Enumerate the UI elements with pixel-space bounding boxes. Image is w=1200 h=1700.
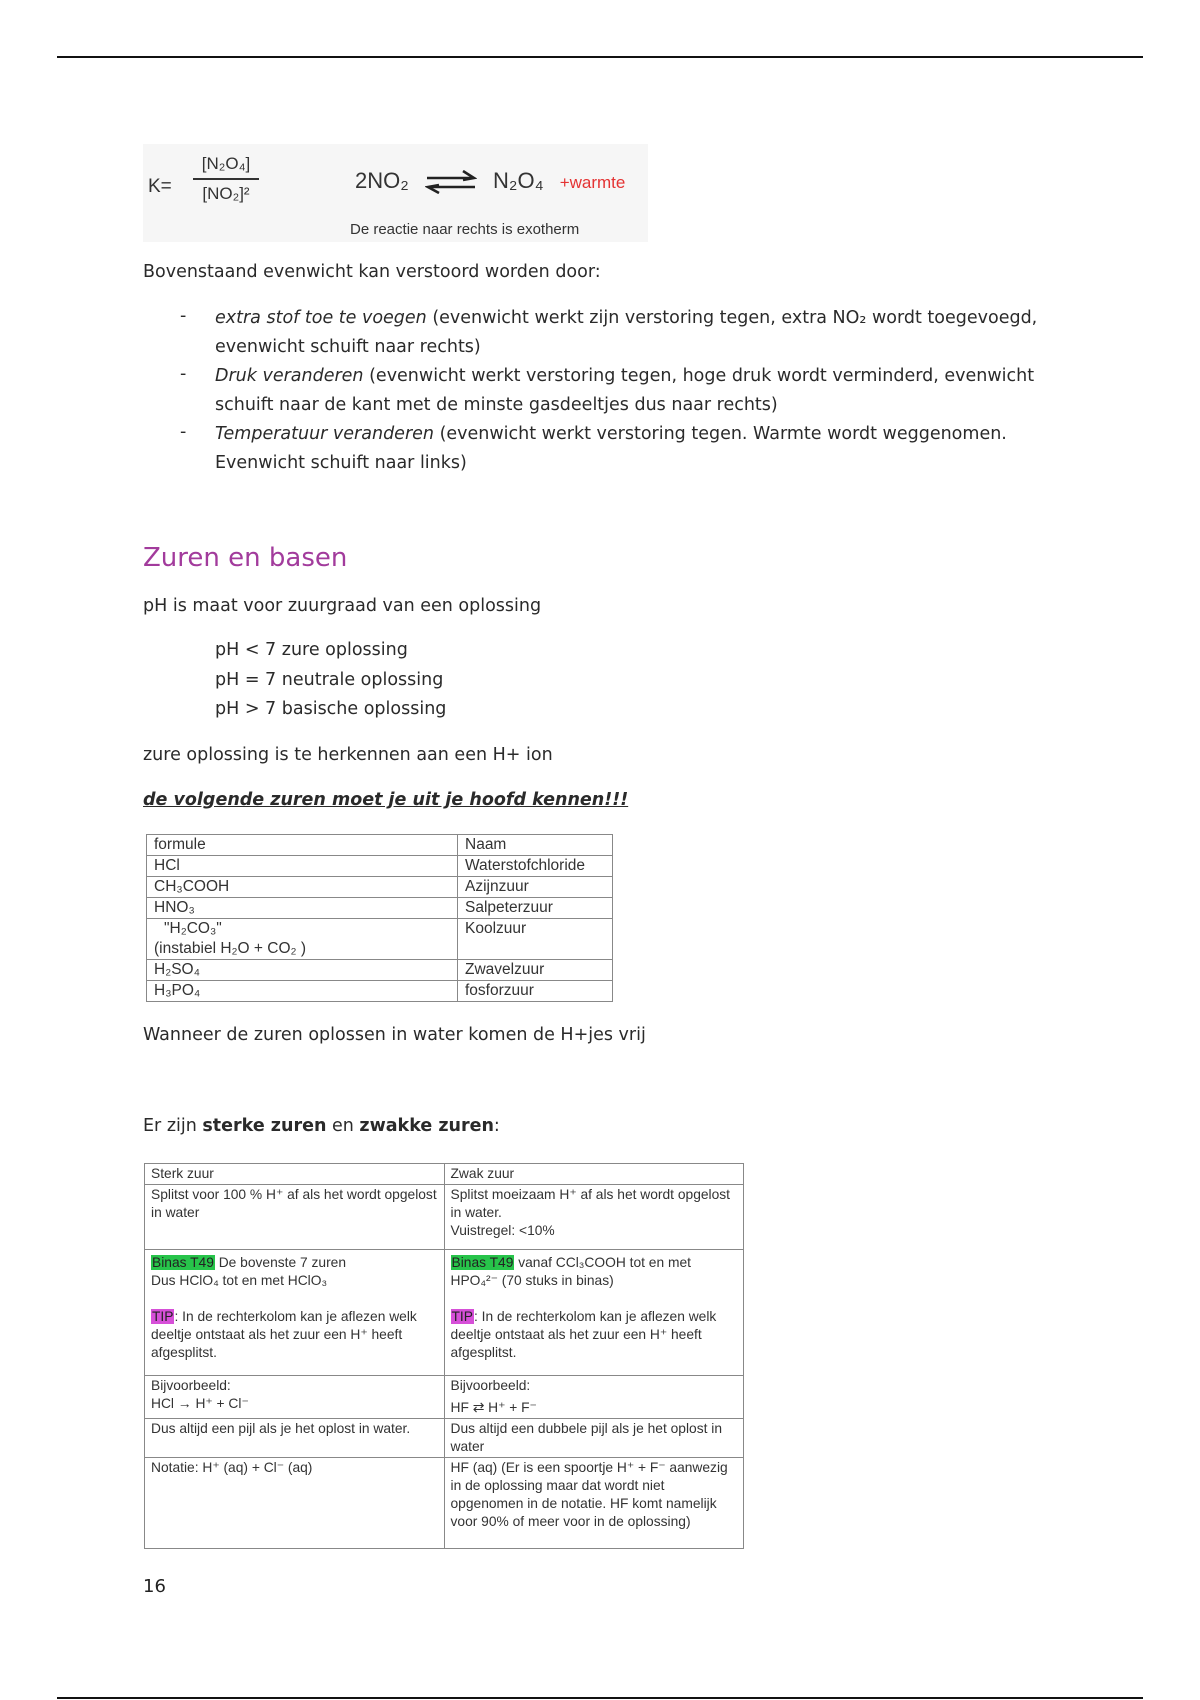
bullet-text: (evenwicht werkt verstoring tegen, hoge druk wordt verminderd, evenwicht schuift naar de kant met de minste gasdeeltjes dus naar rechts) bbox=[215, 366, 1035, 415]
bullet-item bbox=[215, 420, 1075, 478]
text-part: en bbox=[326, 1116, 360, 1136]
bullet-item bbox=[215, 304, 1075, 362]
formula-line: "H₂CO₃" bbox=[164, 920, 222, 937]
formula-note: (instabiel H₂O + CO₂ ) bbox=[154, 940, 307, 957]
dissolve-text: Wanneer de zuren oplossen in water komen de H+jes vrij bbox=[143, 1025, 646, 1045]
table-cell bbox=[444, 1376, 744, 1419]
table-cell bbox=[145, 1250, 445, 1376]
name-cell: Zwavelzuur bbox=[458, 960, 613, 981]
name-cell: Koolzuur bbox=[458, 919, 613, 960]
bottom-rule bbox=[57, 1697, 1143, 1699]
bullet-dash: - bbox=[180, 364, 187, 384]
table-row bbox=[145, 1376, 744, 1419]
tip-text: : In de rechterkolom kan je aflezen welk deeltje ontstaat als het zuur een H⁺ heeft afgesplitst. bbox=[151, 1309, 417, 1360]
formula-cell: HCl bbox=[147, 856, 458, 877]
name-cell: Waterstofchloride bbox=[458, 856, 613, 877]
table-cell: Splitst voor 100 % H⁺ af als het wordt opgelost in water bbox=[145, 1185, 445, 1250]
table-cell bbox=[444, 1250, 744, 1376]
k-fraction bbox=[191, 154, 261, 204]
binas-highlight: Binas T49 bbox=[451, 1255, 514, 1270]
formula-cell: H₂SO₄ bbox=[147, 960, 458, 981]
k-denominator: [NO₂]² bbox=[202, 183, 250, 203]
weak-acids-label: zwakke zuren bbox=[359, 1116, 494, 1136]
table-row bbox=[147, 919, 613, 960]
tip-line bbox=[151, 1308, 438, 1362]
reaction-equation bbox=[355, 168, 625, 194]
equilibrium-arrows-icon bbox=[425, 170, 477, 194]
must-know-heading: de volgende zuren moet je uit je hoofd kennen!!! bbox=[143, 790, 629, 810]
table-header-row bbox=[145, 1164, 744, 1185]
bullet-item bbox=[215, 362, 1075, 420]
exotherm-note: De reactie naar rechts is exotherm bbox=[350, 221, 580, 238]
bullet-lead: extra stof toe te voegen bbox=[215, 308, 427, 328]
table-header-cell: formule bbox=[147, 835, 458, 856]
k-numerator: [N₂O₄] bbox=[201, 154, 251, 173]
bullet-dash: - bbox=[180, 422, 187, 442]
formula-cell bbox=[147, 919, 458, 960]
top-rule bbox=[57, 56, 1143, 58]
table-header-cell: Sterk zuur bbox=[145, 1164, 445, 1185]
cell-line: HF ⇄ H⁺ + F⁻ bbox=[450, 1400, 537, 1415]
section-heading: Zuren en basen bbox=[143, 543, 348, 573]
bullet-lead: Temperatuur veranderen bbox=[215, 424, 434, 444]
table-cell bbox=[145, 1376, 445, 1419]
tip-text: : In de rechterkolom kan je aflezen welk deeltje ontstaat als het zuur een H⁺ heeft afgesplitst. bbox=[450, 1309, 717, 1360]
ph-line: pH < 7 zure oplossing bbox=[215, 640, 408, 660]
bullet-text: (evenwicht werkt verstoring tegen. Warmte wordt weggenomen. Evenwicht schuift naar links) bbox=[215, 424, 1007, 473]
equilibrium-figure bbox=[143, 144, 648, 242]
k-label: K= bbox=[148, 176, 172, 197]
name-cell: Salpeterzuur bbox=[458, 898, 613, 919]
table-row bbox=[147, 877, 613, 898]
cell-line: Splitst moeizaam H⁺ af als het wordt opgelost in water. bbox=[450, 1187, 731, 1220]
cell-line: Bijvoorbeeld: bbox=[450, 1378, 531, 1393]
cell-line bbox=[451, 1254, 738, 1272]
table-row bbox=[147, 981, 613, 1002]
intro-text: Bovenstaand evenwicht kan verstoord worden door: bbox=[143, 262, 601, 282]
ph-line: pH > 7 basische oplossing bbox=[215, 699, 447, 719]
table-header-cell: Zwak zuur bbox=[444, 1164, 744, 1185]
cell-text: vanaf CCl₃COOH tot en met bbox=[514, 1255, 691, 1270]
table-row bbox=[145, 1419, 744, 1458]
table-header-cell: Naam bbox=[458, 835, 613, 856]
bullet-dash: - bbox=[180, 306, 187, 326]
cell-line: HCl → H⁺ + Cl⁻ bbox=[151, 1396, 249, 1411]
product: N₂O₄ bbox=[493, 168, 544, 193]
cell-line: Vuistregel: <10% bbox=[450, 1223, 555, 1238]
formula-cell: HNO₃ bbox=[147, 898, 458, 919]
text-part: Er zijn bbox=[143, 1116, 203, 1136]
cell-line: Bijvoorbeeld: bbox=[151, 1378, 231, 1393]
ph-intro: pH is maat voor zuurgraad van een oplossing bbox=[143, 596, 542, 616]
cell-line: HPO₄²⁻ (70 stuks in binas) bbox=[450, 1273, 614, 1288]
table-row bbox=[145, 1185, 744, 1250]
tip-line bbox=[451, 1308, 738, 1362]
cell-text: De bovenste 7 zuren bbox=[214, 1255, 347, 1270]
table-row bbox=[147, 960, 613, 981]
table-row bbox=[147, 898, 613, 919]
cell-line bbox=[151, 1254, 438, 1272]
bullet-lead: Druk veranderen bbox=[215, 366, 364, 386]
tip-highlight: TIP bbox=[152, 1309, 174, 1324]
reactant: 2NO₂ bbox=[355, 168, 409, 193]
binas-highlight: Binas T49 bbox=[152, 1255, 214, 1270]
name-cell: fosforzuur bbox=[458, 981, 613, 1002]
h-ion-text: zure oplossing is te herkennen aan een H+ ion bbox=[143, 745, 553, 765]
formula-cell: CH₃COOH bbox=[147, 877, 458, 898]
table-cell: Dus altijd een pijl als je het oplost in water. bbox=[145, 1419, 445, 1458]
acids-table bbox=[146, 834, 613, 1002]
strong-acids-label: sterke zuren bbox=[202, 1116, 327, 1136]
table-row bbox=[145, 1250, 744, 1376]
name-cell: Azijnzuur bbox=[458, 877, 613, 898]
table-cell: Dus altijd een dubbele pijl als je het oplost in water bbox=[444, 1419, 744, 1458]
heat-label: +warmte bbox=[559, 173, 626, 192]
table-cell bbox=[444, 1185, 744, 1250]
strong-weak-text bbox=[143, 1116, 500, 1136]
tip-highlight: TIP bbox=[451, 1309, 473, 1324]
cell-line: Dus HClO₄ tot en met HClO₃ bbox=[151, 1273, 328, 1288]
table-cell: Notatie: H⁺ (aq) + Cl⁻ (aq) bbox=[145, 1458, 445, 1549]
strong-weak-table bbox=[144, 1163, 744, 1549]
table-row bbox=[147, 856, 613, 877]
text-part: : bbox=[493, 1116, 500, 1136]
page-number: 16 bbox=[143, 1576, 166, 1597]
ph-line: pH = 7 neutrale oplossing bbox=[215, 670, 444, 690]
table-header-row bbox=[147, 835, 613, 856]
formula-cell: H₃PO₄ bbox=[147, 981, 458, 1002]
bullet-text: (evenwicht werkt zijn verstoring tegen, extra NO₂ wordt toegevoegd, evenwicht schuift naar rechts) bbox=[215, 308, 1038, 357]
table-row bbox=[145, 1458, 744, 1549]
table-cell: HF (aq) (Er is een spoortje H⁺ + F⁻ aanwezig in de oplossing maar dat wordt niet opgenomen in de notatie. HF komt namelijk voor 90% of meer voor in de oplossing) bbox=[444, 1458, 744, 1549]
